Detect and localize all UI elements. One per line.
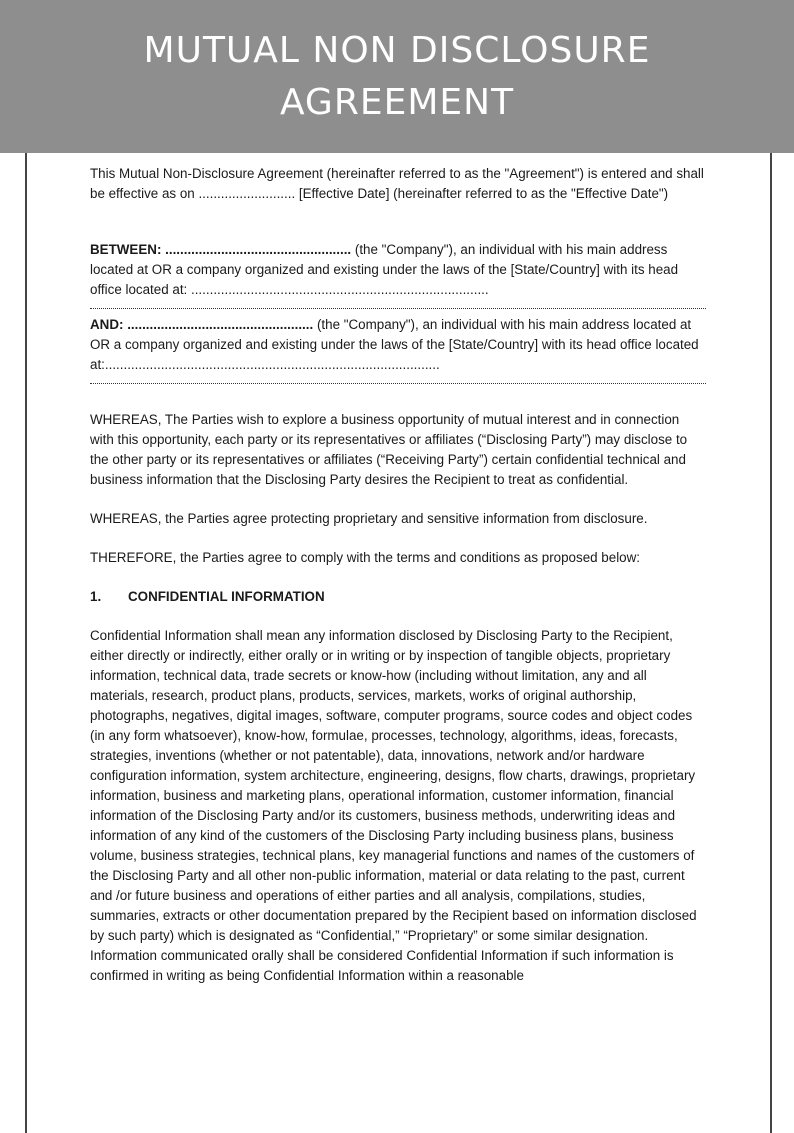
and-paragraph	[90, 315, 706, 375]
therefore-paragraph: THEREFORE, the Parties agree to comply with the terms and conditions as proposed below:	[90, 550, 641, 565]
title-banner	[0, 0, 794, 153]
dotted-fill-line	[90, 383, 706, 384]
and-text: (the "Company"), an individual with his main address located at OR a company organized and existing under the laws of the [State/Country] with its head office located at:..........................................................................................	[90, 317, 699, 372]
section-title: CONFIDENTIAL INFORMATION	[128, 589, 325, 604]
section-body: Confidential Information shall mean any information disclosed by Disclosing Party to the Recipient, either directly or indirectly, either orally or in writing or by inspection of tangible objects, proprietary information, technical data, trade secrets or know-how (including without limitation, any and all materials, research, product plans, products, services, markets, works of original authorship, photographs, negatives, digital images, software, computer programs, source codes and object codes (in any form whatsoever), know-how, formulae, processes, technology, algorithms, ideas, forecasts, strategies, inventions (whether or not patentable), data, innovations, network and/or hardware configuration information, system architecture, engineering, designs, flow charts, drawings, proprietary information, business and marketing plans, operational information, customer information, financial information of the Disclosing Party and/or its customers, business methods, underwriting ideas and information of any kind of the customers of the Disclosing Party including business plans, business volume, business strategies, technical plans, key managerial functions and names of the customers of the Disclosing Party and all other non-public information, material or data relating to the past, current and /or future business and operations of either parties and all analysis, compilations, studies, summaries, extracts or other documentation prepared by the Recipient based on information disclosed by such party) which is designated as “Confidential,” “Proprietary” or some similar designation. Information communicated orally shall be considered Confidential Information if such information is confirmed in writing as being Confidential Information within a reasonable	[90, 628, 697, 983]
intro-paragraph: This Mutual Non-Disclosure Agreement (hereinafter referred to as the "Agreement") is entered and shall be effective as on .......................... [Effective Date] (hereinafter referred to as the "Effective Date")	[90, 166, 704, 201]
between-label: BETWEEN: ..................................................	[90, 242, 352, 257]
section-number: 1.	[90, 589, 102, 604]
document-body	[90, 164, 706, 1005]
dotted-fill-line	[90, 308, 706, 309]
whereas-paragraph-1: WHEREAS, The Parties wish to explore a business opportunity of mutual interest and in connection with this opportunity, each party or its representatives or affiliates (“Disclosing Party”) may disclose to the other party or its representatives or affiliates (“Receiving Party”) certain confidential technical and business information that the Disclosing Party desires the Recipient to treat as confidential.	[90, 412, 688, 487]
and-label: AND: ..................................................	[90, 317, 314, 332]
whereas-paragraph-2: WHEREAS, the Parties agree protecting proprietary and sensitive information from disclosure.	[90, 511, 648, 526]
banner-title-line-2: AGREEMENT	[279, 81, 515, 123]
between-text: (the "Company"), an individual with his main address located at OR a company organized and existing under the laws of the [State/Country] with its head office located at: ................................................................................	[90, 242, 679, 297]
banner-title-line-1: MUTUAL NON DISCLOSURE	[143, 29, 651, 71]
section-heading	[90, 587, 706, 607]
between-paragraph	[90, 240, 706, 300]
